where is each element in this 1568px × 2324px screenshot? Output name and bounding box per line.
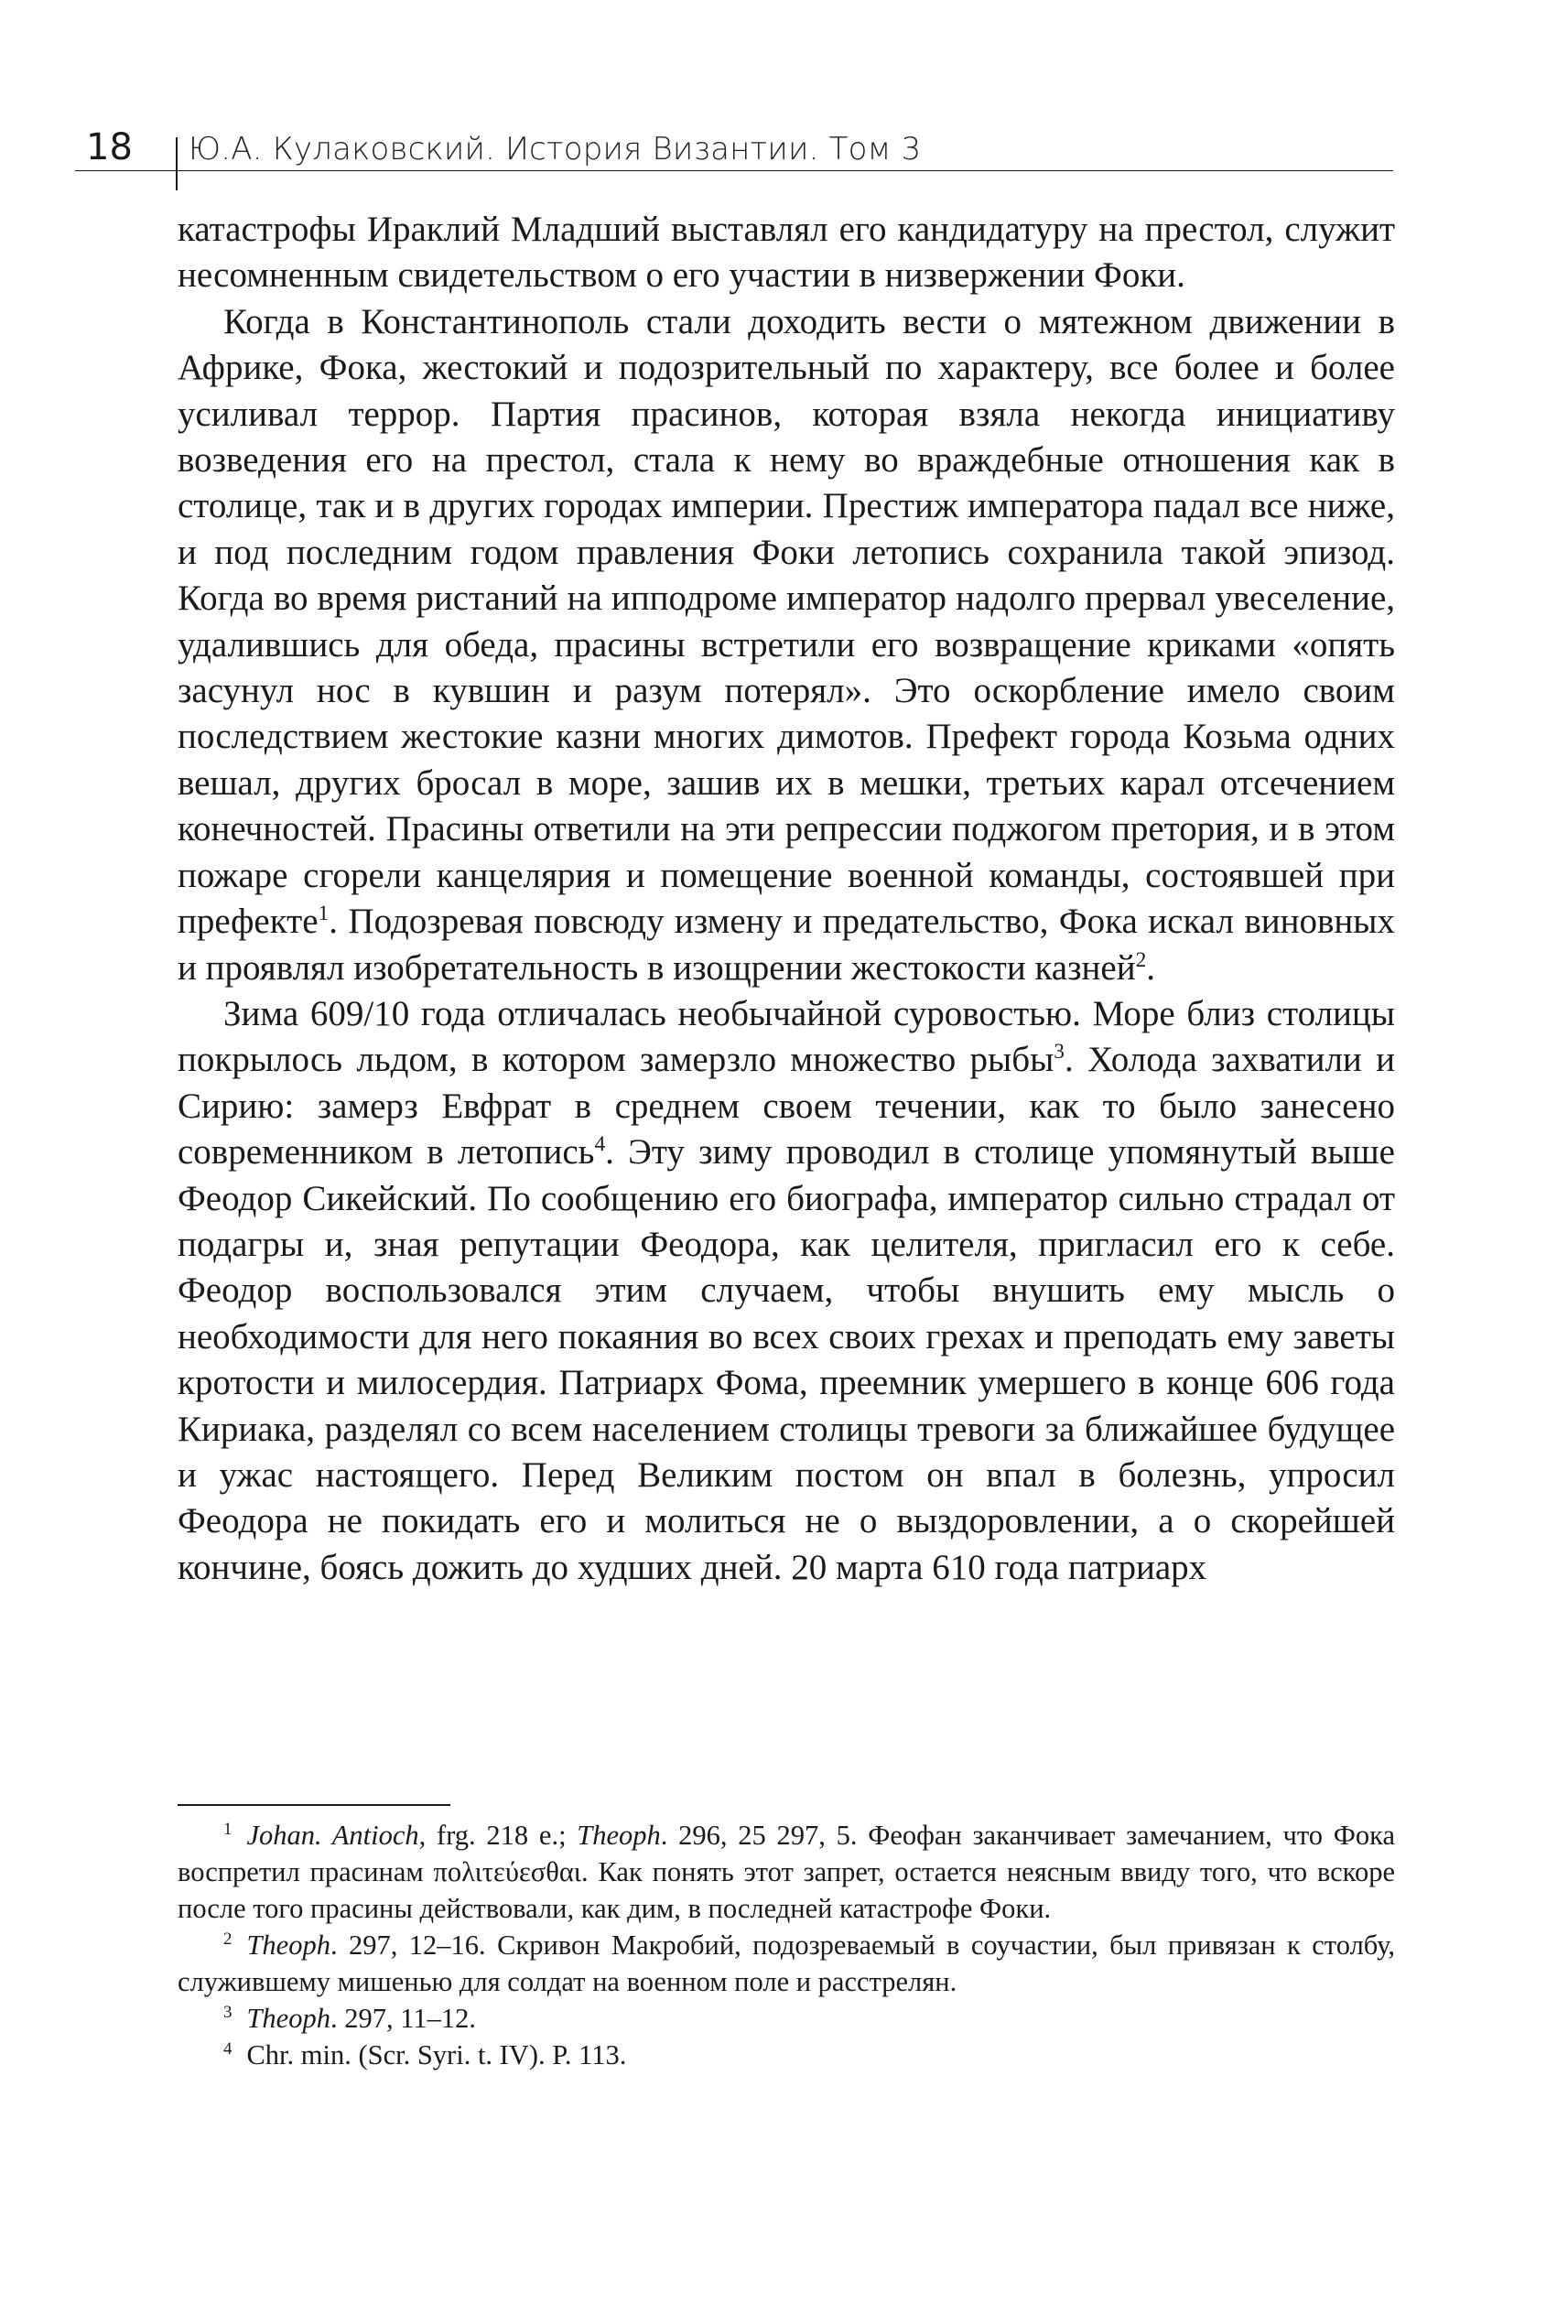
paragraph-2 <box>178 299 1395 991</box>
footnote-text: . 296, 25 297, 5. Феофан заканчивает замечанием, что Фока воспретил прасинам πολιτεύεσθαι. Как понять этот запрет, остается неясным ввиду того, что вскоре после того прасины действовали, как дим, в последней катастрофе Фоки. <box>178 1820 1395 1924</box>
footnote-4 <box>178 2037 1395 2073</box>
paragraph-2-text-c: . <box>1146 947 1156 988</box>
footnote-text: Chr. min. (Scr. Syri. t. IV). P. 113. <box>246 2039 627 2070</box>
paragraph-2-text-a: Когда в Константинополь стали доходить вести о мятежном движении в Африке, Фока, жестокий и подозрительный по характеру, все более и более усиливал террор. Партия прасинов, которая взяла некогда инициативу возведения его на престол, стала к нему во враждебные отношения как в столице, так и в других городах империи. Престиж императора падал все ниже, и под последним годом правления Фоки летопись сохранила такой эпизод. Когда во время ристаний на ипподроме император надолго прервал увеселение, удалившись для обеда, прасины встретили его возвращение криками «опять засунул нос в кувшин и разум потерял». Это оскорбление имело своим последствием жестокие казни многих димотов. Префект города Козьма одних вешал, других бросал в море, зашив их в мешки, третьих карал отсечением конечностей. Прасины ответили на эти репрессии поджогом претория, и в этом пожаре сгорели канцелярия и помещение военной команды, состоявшей при префекте <box>178 301 1395 942</box>
page-number: 18 <box>86 126 133 168</box>
footnote-2 <box>178 1927 1395 2000</box>
footnote-1 <box>178 1817 1395 1927</box>
footnote-3 <box>178 2000 1395 2037</box>
footnote-ref-1[interactable]: 1 <box>318 902 330 926</box>
paragraph-1: катастрофы Ираклий Младший выставлял его кандидатуру на престол, служит несомненным свидетельством о его участии в низвержении Фоки. <box>178 210 1395 296</box>
footnote-number: 3 <box>223 2002 232 2022</box>
paragraph-3-text-b: . Холода захватили и Сирию: замерз Евфрат в среднем своем течении, как то было занесено современником в летопись <box>178 1040 1395 1173</box>
header-divider <box>176 137 178 190</box>
footnote-ref-2[interactable]: 2 <box>1135 947 1147 972</box>
main-text <box>178 207 1395 1591</box>
footnote-source: Theoph <box>577 1820 661 1851</box>
footnote-text: , frg. 218 e.; <box>418 1820 578 1851</box>
footnote-rule <box>178 1804 450 1806</box>
paragraph-3-text-a: Зима 609/10 года отличалась необычайной суровостью. Море близ столицы покрылось льдом, в котором замерзло множество рыбы <box>178 993 1395 1080</box>
footnotes <box>178 1817 1395 2073</box>
paragraph-3 <box>178 991 1395 1591</box>
footnote-ref-3[interactable]: 3 <box>1054 1040 1065 1065</box>
footnote-ref-4[interactable]: 4 <box>594 1132 606 1157</box>
paragraph-3-text-c: . Эту зиму проводил в столице упомянутый выше Феодор Сикейский. По сообщению его биографа, император сильно страдал от подагры и, зная репутации Феодора, как целителя, пригласил его к себе. Феодор воспользовался этим случаем, чтобы внушить ему мысль о необходимости для него покаяния во всех своих грехах и преподать ему заветы кротости и милосердия. Патриарх Фома, преемник умершего в конце 606 года Кириака, разделял со всем населением столицы тревоги за ближайшее будущее и ужас настоящего. Перед Великим постом он впал в болезнь, упросил Феодора не покидать его и молиться не о выздоровлении, а о скорейшей кончине, боясь дожить до худших дней. 20 марта 610 года патриарх <box>178 1132 1395 1587</box>
footnote-source: Theoph <box>246 1929 330 1961</box>
header-rule <box>75 170 1393 171</box>
footnote-number: 4 <box>223 2038 232 2059</box>
footnote-number: 1 <box>223 1819 232 1839</box>
footnote-text: . 297, 12–16. Скривон Макробий, подозреваемый в соучастии, был привязан к столбу, служившему мишенью для солдат на военном поле и расстрелян. <box>178 1929 1395 1997</box>
paragraph-2-text-b: . Подозревая повсюду измену и предательство, Фока искал виновных и проявлял изобретательность в изощрении жестокости казней <box>178 902 1395 988</box>
page-header <box>75 128 1384 167</box>
footnote-source: Johan. Antioch <box>246 1820 419 1851</box>
footnote-number: 2 <box>223 1929 232 1949</box>
footnote-text: . 297, 11–12. <box>330 2003 476 2034</box>
running-title: Ю.А. Кулаковский. История Византии. Том 3 <box>189 131 922 168</box>
footnote-source: Theoph <box>246 2003 330 2034</box>
